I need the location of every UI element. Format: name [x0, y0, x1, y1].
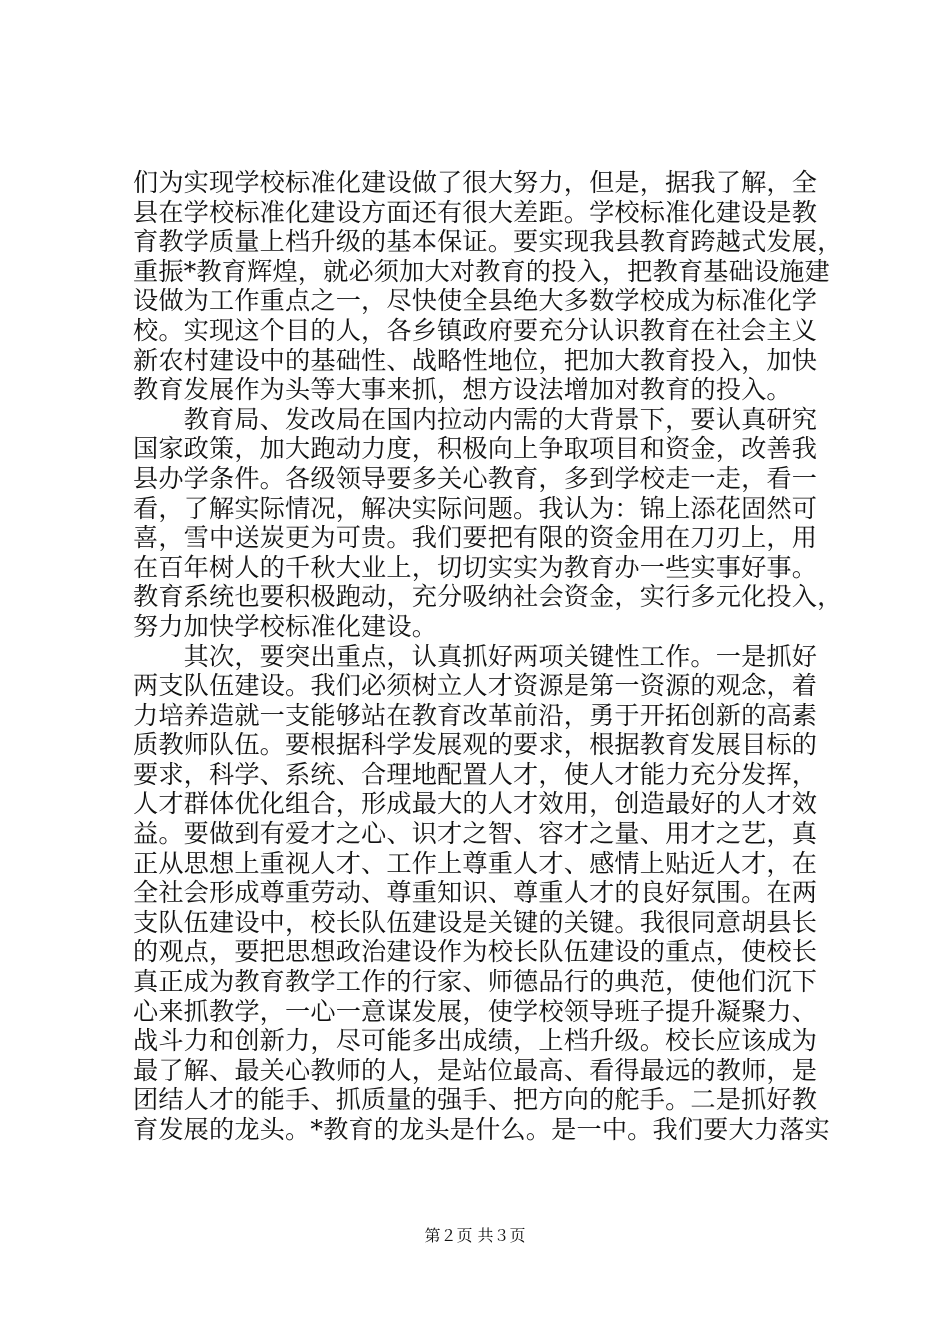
text-line: 支队伍建设中，校长队伍建设是关键的关键。我很同意胡县长 — [133, 907, 818, 937]
text-line: 的观点，要把思想政治建设作为校长队伍建设的重点，使校长 — [133, 937, 818, 967]
text-line: 教育发展作为头等大事来抓，想方设法增加对教育的投入。 — [133, 375, 792, 405]
body-text — [133, 168, 843, 1145]
text-line: 县办学条件。各级领导要多关心教育，多到学校走一走，看一 — [133, 463, 818, 493]
text-line: 努力加快学校标准化建设。 — [133, 611, 438, 641]
page-number-footer: 第２页 共３页 — [424, 1226, 526, 1245]
text-line: 真正成为教育教学工作的行家、师德品行的典范，使他们沉下 — [133, 967, 818, 997]
text-line: 要求，科学、系统、合理地配置人才，使人才能力充分发挥， — [133, 759, 818, 789]
text-line: 设做为工作重点之一，尽快使全县绝大多数学校成为标准化学 — [133, 286, 818, 316]
text-line: 县在学校标准化建设方面还有很大差距。学校标准化建设是教 — [133, 197, 818, 227]
text-line: 两支队伍建设。我们必须树立人才资源是第一资源的观念，着 — [133, 671, 818, 701]
text-line: 育发展的龙头。*教育的龙头是什么。是一中。我们要大力落实 — [133, 1115, 830, 1144]
text-line: 看，了解实际情况，解决实际问题。我认为：锦上添花固然可 — [133, 493, 818, 523]
text-line: 育教学质量上档升级的基本保证。要实现我县教育跨越式发展， — [133, 227, 843, 257]
text-line: 人才群体优化组合，形成最大的人才效用，创造最好的人才效 — [133, 789, 818, 819]
text-line: 校。实现这个目的人，各乡镇政府要充分认识教育在社会主义 — [133, 315, 818, 345]
text-line: 益。要做到有爱才之心、识才之智、容才之量、用才之艺，真 — [133, 819, 818, 849]
text-line: 教育局、发改局在国内拉动内需的大背景下，要认真研究 — [133, 404, 818, 434]
text-line: 国家政策，加大跑动力度，积极向上争取项目和资金，改善我 — [133, 434, 818, 464]
text-line: 力培养造就一支能够站在教育改革前沿，勇于开拓创新的高素 — [133, 700, 818, 730]
text-line: 最了解、最关心教师的人，是站位最高、看得最远的教师，是 — [133, 1055, 818, 1085]
text-line: 重振*教育辉煌，就必须加大对教育的投入，把教育基础设施建 — [133, 256, 830, 286]
text-line: 们为实现学校标准化建设做了很大努力，但是，据我了解，全 — [133, 168, 818, 197]
text-line: 心来抓教学，一心一意谋发展，使学校领导班子提升凝聚力、 — [133, 996, 818, 1026]
text-line: 教育系统也要积极跑动，充分吸纳社会资金，实行多元化投入， — [133, 582, 843, 612]
text-line: 在百年树人的千秋大业上，切切实实为教育办一些实事好事。 — [133, 552, 818, 582]
text-line: 团结人才的能手、抓质量的强手、把方向的舵手。二是抓好教 — [133, 1085, 818, 1115]
text-line: 质教师队伍。要根据科学发展观的要求，根据教育发展目标的 — [133, 730, 818, 760]
text-line: 新农村建设中的基础性、战略性地位，把加大教育投入，加快 — [133, 345, 818, 375]
text-line: 全社会形成尊重劳动、尊重知识、尊重人才的良好氛围。在两 — [133, 878, 818, 908]
text-line: 正从思想上重视人才、工作上尊重人才、感情上贴近人才，在 — [133, 848, 818, 878]
text-line: 其次，要突出重点，认真抓好两项关键性工作。一是抓好 — [133, 641, 818, 671]
text-line: 战斗力和创新力，尽可能多出成绩，上档升级。校长应该成为 — [133, 1026, 818, 1056]
text-line: 喜，雪中送炭更为可贵。我们要把有限的资金用在刀刃上，用 — [133, 523, 818, 553]
